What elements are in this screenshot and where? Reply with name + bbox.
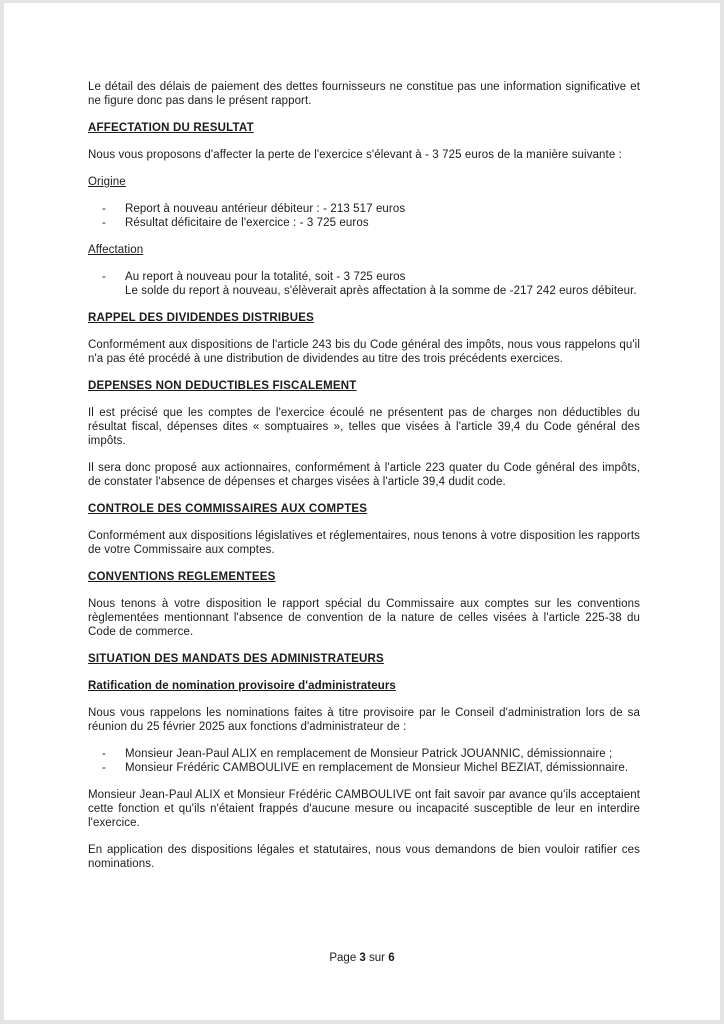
heading-affectation-du-resultat: AFFECTATION DU RESULTAT <box>88 122 254 134</box>
list-item-text: Report à nouveau antérieur débiteur : - 213 517 euros <box>125 203 406 215</box>
heading-conventions-reglementees: CONVENTIONS REGLEMENTEES <box>88 571 276 583</box>
dash-marker: - <box>102 762 106 774</box>
list-item-text: Résultat déficitaire de l'exercice : - 3 725 euros <box>125 217 369 229</box>
paragraph-nominations-intro: Nous vous rappelons les nominations faites à titre provisoire par le Conseil d'administration lors de sa réunion du 25 février 2025 aux fonctions d'administrateur de : <box>88 707 640 733</box>
heading-controle-commissaires: CONTROLE DES COMMISSAIRES AUX COMPTES <box>88 503 368 515</box>
subheading-affectation: Affectation <box>88 244 144 256</box>
paragraph-rappel-dividendes: Conformément aux dispositions de l'article 243 bis du Code général des impôts, nous vous rappelons qu'il n'a pas été procédé à une distribution de dividendes au titre des trois précédents exercices. <box>88 339 640 365</box>
paragraph-nominations-ratify: En application des dispositions légales et statutaires, nous vous demandons de bien vouloir ratifier ces nominations. <box>88 844 640 870</box>
document-page <box>4 3 720 1020</box>
footer-page-label: Page <box>329 952 357 964</box>
paragraph-affectation-proposal: Nous vous proposons d'affecter la perte de l'exercice s'élevant à - 3 725 euros de la manière suivante : <box>88 149 622 161</box>
list-item-text: Monsieur Frédéric CAMBOULIVE en remplacement de Monsieur Michel BEZIAT, démissionnaire. <box>125 762 629 774</box>
affectation-list <box>88 270 640 298</box>
dash-marker: - <box>102 271 106 283</box>
document-content <box>88 80 640 884</box>
paragraph-nominations-acceptance: Monsieur Jean-Paul ALIX et Monsieur Frédéric CAMBOULIVE ont fait savoir par avance qu'ils acceptaient cette fonction et qu'ils n'étaient frappés d'aucune mesure ou incapacité susceptible de leur en interdire l'exercice. <box>88 789 640 829</box>
paragraph-payment-delays: Le détail des délais de paiement des dettes fournisseurs ne constitue pas une information significative et ne figure donc pas dans le présent rapport. <box>88 81 640 107</box>
list-item-text: Au report à nouveau pour la totalité, soit - 3 725 euros <box>125 271 406 283</box>
origine-list <box>88 202 640 230</box>
page-footer <box>4 951 720 965</box>
subheading-origine: Origine <box>88 176 126 188</box>
paragraph-depenses-2: Il sera donc proposé aux actionnaires, conformément à l'article 223 quater du Code général des impôts, de constater l'absence de dépenses et charges visées à l'article 39,4 dudit code. <box>88 462 640 488</box>
list-item-continuation: Le solde du report à nouveau, s'élèverait après affectation à la somme de -217 242 euros débiteur. <box>125 285 637 297</box>
subheading-ratification-nominations: Ratification de nomination provisoire d'administrateurs <box>88 680 396 692</box>
heading-depenses-non-deductibles: DEPENSES NON DEDUCTIBLES FISCALEMENT <box>88 380 357 392</box>
paragraph-conventions-reglementees: Nous tenons à votre disposition le rapport spécial du Commissaire aux comptes sur les conventions règlementées mentionnant l'absence de convention de la nature de celles visées à l'article 225-38 du Code de commerce. <box>88 598 640 638</box>
paragraph-controle-commissaires: Conformément aux dispositions législatives et réglementaires, nous tenons à votre disposition les rapports de votre Commissaire aux comptes. <box>88 530 640 556</box>
list-item <box>88 747 640 761</box>
list-item <box>88 270 640 284</box>
footer-separator: sur <box>369 952 386 964</box>
heading-rappel-dividendes: RAPPEL DES DIVIDENDES DISTRIBUES <box>88 312 315 324</box>
dash-marker: - <box>102 217 106 229</box>
dash-marker: - <box>102 203 106 215</box>
footer-page-number: 3 <box>359 952 366 964</box>
nominations-list <box>88 747 640 775</box>
list-item <box>88 202 640 216</box>
dash-marker: - <box>102 748 106 760</box>
list-item-text: Monsieur Jean-Paul ALIX en remplacement de Monsieur Patrick JOUANNIC, démissionnaire ; <box>125 748 613 760</box>
list-item <box>88 216 640 230</box>
heading-situation-mandats: SITUATION DES MANDATS DES ADMINISTRATEURS <box>88 653 384 665</box>
list-item <box>88 761 640 775</box>
footer-total-pages: 6 <box>388 952 395 964</box>
paragraph-depenses-1: Il est précisé que les comptes de l'exercice écoulé ne présentent pas de charges non déductibles du résultat fiscal, dépenses dites « somptuaires », telles que visées à l'article 39,4 du Code général des impôts. <box>88 407 640 447</box>
